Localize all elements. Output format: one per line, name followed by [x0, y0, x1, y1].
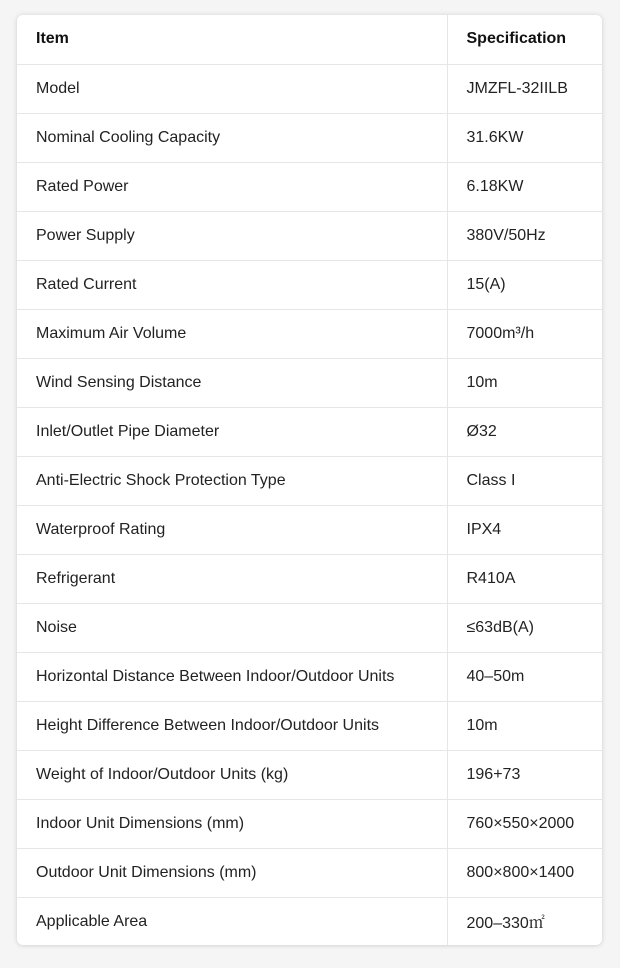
specification-cell: Class I — [447, 456, 602, 505]
table-row — [17, 309, 602, 358]
item-cell: Wind Sensing Distance — [17, 358, 447, 407]
table-row — [17, 750, 602, 799]
specification-cell: 200–330㎡ — [447, 897, 602, 945]
specification-cell: ≤63dB(A) — [447, 603, 602, 652]
table-row — [17, 848, 602, 897]
table-row — [17, 260, 602, 309]
table-row — [17, 211, 602, 260]
spec-table-card — [17, 15, 602, 945]
item-cell: Refrigerant — [17, 554, 447, 603]
table-row — [17, 505, 602, 554]
item-cell: Height Difference Between Indoor/Outdoor Units — [17, 701, 447, 750]
table-row — [17, 554, 602, 603]
item-cell: Rated Power — [17, 162, 447, 211]
item-cell: Weight of Indoor/Outdoor Units (kg) — [17, 750, 447, 799]
table-row — [17, 799, 602, 848]
item-cell: Power Supply — [17, 211, 447, 260]
table-row — [17, 456, 602, 505]
table-row — [17, 358, 602, 407]
specification-cell: 800×800×1400 — [447, 848, 602, 897]
specification-cell: 10m — [447, 358, 602, 407]
table-row — [17, 407, 602, 456]
specification-cell: JMZFL-32IILB — [447, 64, 602, 113]
specification-cell: R410A — [447, 554, 602, 603]
specification-cell: 196+73 — [447, 750, 602, 799]
specification-cell: 31.6KW — [447, 113, 602, 162]
table-row — [17, 897, 602, 945]
specification-cell: IPX4 — [447, 505, 602, 554]
table-row — [17, 652, 602, 701]
specification-cell: 760×550×2000 — [447, 799, 602, 848]
specification-cell: 40–50m — [447, 652, 602, 701]
table-header-row — [17, 15, 602, 64]
specification-cell: 6.18KW — [447, 162, 602, 211]
specification-cell: 15(A) — [447, 260, 602, 309]
item-cell: Model — [17, 64, 447, 113]
specification-cell: 7000m³/h — [447, 309, 602, 358]
spec-table — [17, 15, 602, 945]
item-cell: Rated Current — [17, 260, 447, 309]
item-cell: Nominal Cooling Capacity — [17, 113, 447, 162]
item-cell: Outdoor Unit Dimensions (mm) — [17, 848, 447, 897]
table-row — [17, 113, 602, 162]
column-header-item: Item — [17, 15, 447, 64]
table-row — [17, 701, 602, 750]
item-cell: Anti-Electric Shock Protection Type — [17, 456, 447, 505]
specification-cell: 380V/50Hz — [447, 211, 602, 260]
item-cell: Horizontal Distance Between Indoor/Outdoor Units — [17, 652, 447, 701]
item-cell: Waterproof Rating — [17, 505, 447, 554]
specification-cell: 10m — [447, 701, 602, 750]
item-cell: Maximum Air Volume — [17, 309, 447, 358]
specification-cell: Ø32 — [447, 407, 602, 456]
table-row — [17, 64, 602, 113]
column-header-specification: Specification — [447, 15, 602, 64]
item-cell: Indoor Unit Dimensions (mm) — [17, 799, 447, 848]
item-cell: Inlet/Outlet Pipe Diameter — [17, 407, 447, 456]
table-body — [17, 64, 602, 945]
table-row — [17, 162, 602, 211]
table-row — [17, 603, 602, 652]
item-cell: Noise — [17, 603, 447, 652]
item-cell: Applicable Area — [36, 912, 148, 930]
